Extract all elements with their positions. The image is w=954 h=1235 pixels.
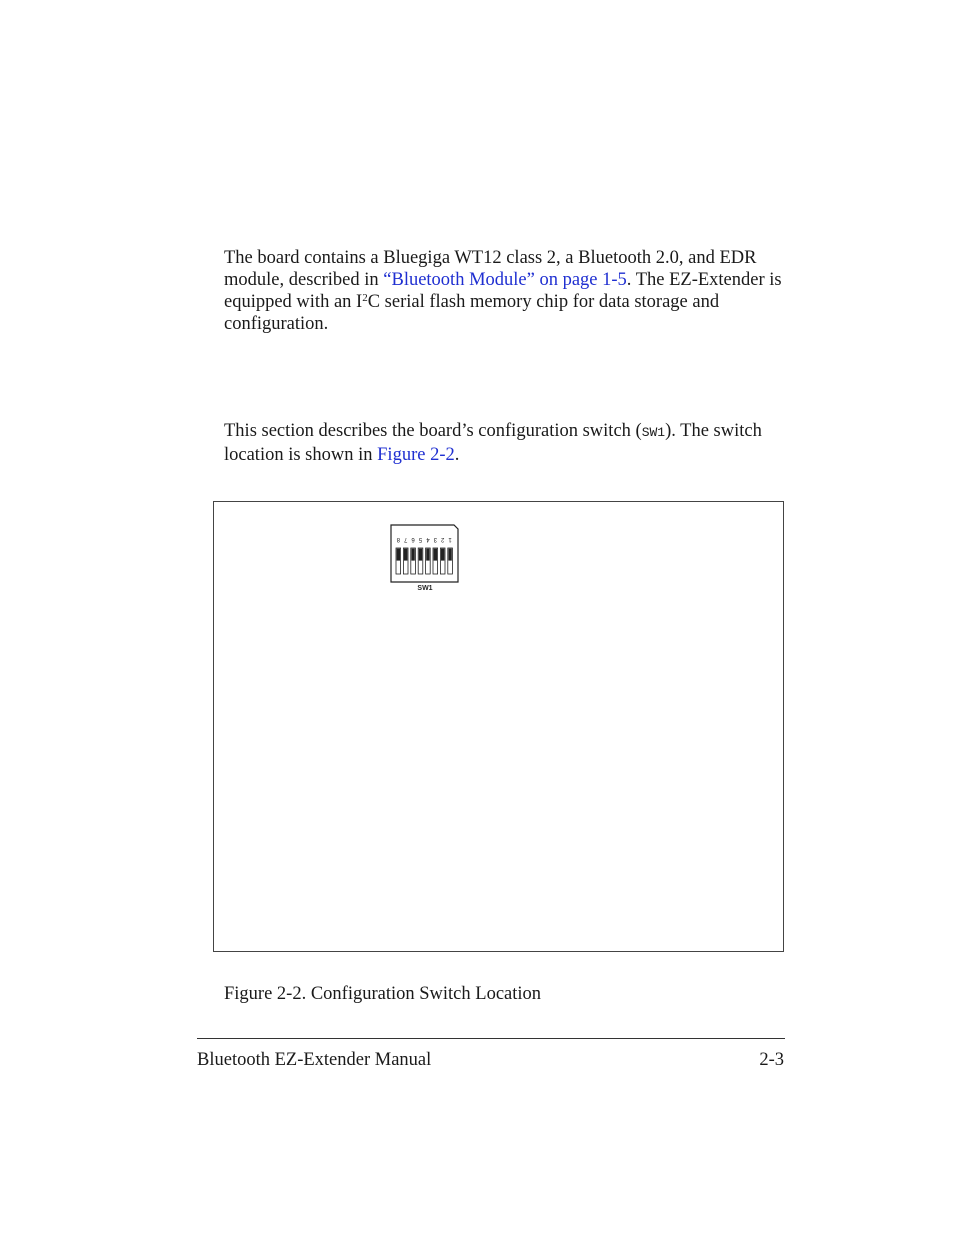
pin-number-5: 5 bbox=[418, 536, 423, 542]
switch-knob-4 bbox=[426, 549, 429, 561]
text: The board contains a Bluegiga WT12 class 2, a Bluetooth 2.0, and EDR module, described in bbox=[224, 248, 757, 290]
text: C serial flash memory chip for data storage and configuration. bbox=[224, 292, 720, 334]
pin-number-3: 3 bbox=[433, 536, 437, 542]
figure-caption: Figure 2-2. Configuration Switch Location bbox=[224, 984, 542, 1004]
pin-number-1: 1 bbox=[448, 536, 452, 542]
switch-knob-2 bbox=[441, 549, 444, 561]
bluetooth-module-link[interactable]: “Bluetooth Module” on page 1-5 bbox=[383, 270, 627, 290]
text: ). The switch location is shown in bbox=[224, 421, 762, 465]
text: . bbox=[454, 445, 460, 465]
switch-knob-6 bbox=[411, 549, 414, 561]
switch-knob-8 bbox=[397, 549, 400, 561]
pin-number-8: 8 bbox=[396, 536, 400, 542]
figure-frame bbox=[213, 501, 784, 952]
switch-knob-3 bbox=[434, 549, 437, 561]
pin-number-7: 7 bbox=[404, 536, 408, 542]
pin-number-6: 6 bbox=[411, 536, 415, 542]
paragraph-board-description bbox=[224, 247, 794, 335]
pin-number-4: 4 bbox=[426, 536, 430, 542]
footer-divider bbox=[197, 1038, 785, 1039]
switch-knob-1 bbox=[448, 549, 451, 561]
pin-number-2: 2 bbox=[441, 536, 445, 542]
text: This section describes the board’s configuration switch ( bbox=[224, 421, 642, 441]
dip-switch-diagram bbox=[390, 524, 462, 594]
footer-page-number: 2-3 bbox=[759, 1050, 784, 1070]
switch-knob-7 bbox=[404, 549, 407, 561]
figure-2-2-link[interactable]: Figure 2-2 bbox=[377, 445, 455, 465]
switch-knob-5 bbox=[419, 549, 422, 561]
superscript: 2 bbox=[362, 292, 368, 304]
text: . The EZ-Extender is equipped with an I bbox=[224, 270, 782, 312]
footer-title: Bluetooth EZ-Extender Manual bbox=[197, 1050, 432, 1070]
switch-label: SW1 bbox=[417, 585, 433, 592]
paragraph-switch-description bbox=[224, 420, 794, 466]
switch-code: SW1 bbox=[641, 425, 666, 440]
